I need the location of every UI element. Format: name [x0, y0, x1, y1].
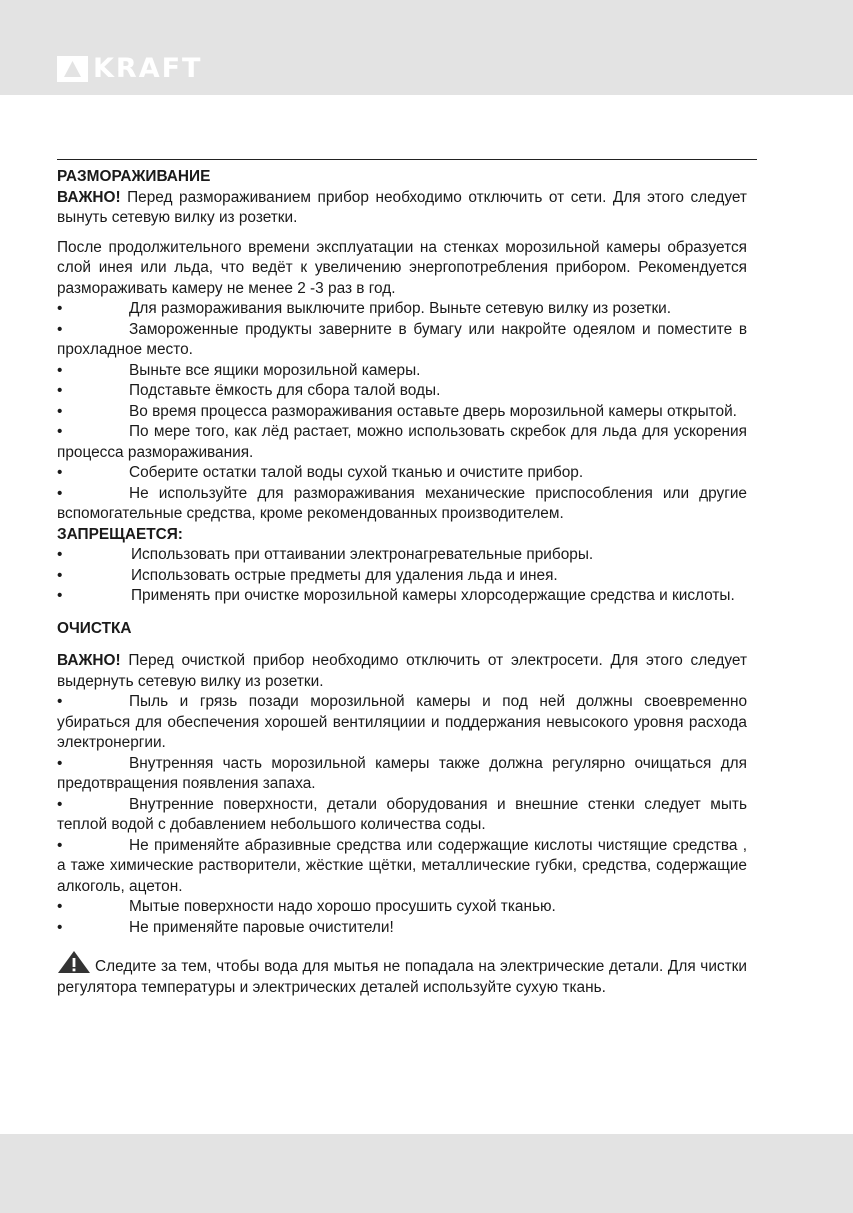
warning-text: Следите за тем, чтобы вода для мытья не попадала на электрические детали. Для чистки регулятора температуры и электрических деталей используйте сухую ткань. [57, 958, 747, 996]
bullet-icon: • [57, 320, 63, 338]
list-item [57, 402, 747, 423]
kraft-logo-icon [57, 56, 88, 82]
bullet-icon: • [57, 423, 63, 440]
list-item [57, 463, 747, 484]
forbidden-bullet-list [57, 545, 747, 607]
list-item-text: По мере того, как лёд растает, можно использовать скребок для льда для ускорения процесса размораживания. [57, 423, 747, 461]
list-item [57, 422, 747, 463]
list-item-text: Использовать при оттаивании электронагревательные приборы. [131, 546, 594, 563]
list-item-text: Применять при очистке морозильной камеры хлорсодержащие средства и кислоты. [131, 587, 735, 604]
list-item-text: Выньте все ящики морозильной камеры. [129, 361, 421, 379]
list-item [57, 566, 747, 587]
list-item [57, 545, 747, 566]
list-item [57, 586, 747, 607]
list-item-text: Не используйте для размораживания механические приспособления или другие вспомогательные средства, кроме рекомендованных производителем. [57, 484, 747, 522]
bullet-icon: • [57, 795, 63, 813]
bullet-icon: • [57, 693, 63, 710]
list-item-text: Не применяйте паровые очистители! [129, 918, 394, 936]
cleaning-warning [57, 950, 747, 998]
bullet-icon: • [57, 546, 63, 563]
bullet-icon: • [57, 300, 63, 317]
list-item-text: Не применяйте абразивные средства или содержащие кислоты чистящие средства , а таже химические растворители, жёсткие щётки, металлические губки, средства, содержащие алкоголь, ацетон. [57, 836, 747, 895]
list-item-text: Подставьте ёмкость для сбора талой воды. [129, 382, 441, 399]
bullet-icon: • [57, 361, 63, 379]
logo-text: KRAFT [93, 53, 203, 84]
list-item [57, 754, 747, 795]
defrost-important [57, 188, 747, 229]
forbidden-title: ЗАПРЕЩАЕТСЯ: [57, 525, 183, 543]
defrost-intro: После продолжительного времени эксплуатации на стенках морозильной камеры образуется слой инея или льда, что ведёт к увеличению энергопотребления прибором. Рекомендуется размораживать камеру не менее 2 -3 раз в год. [57, 238, 747, 297]
bullet-icon: • [57, 382, 63, 399]
list-item [57, 299, 747, 320]
list-item-text: Мытые поверхности надо хорошо просушить сухой тканью. [129, 898, 556, 915]
footer-band [0, 1134, 853, 1213]
list-item-text: Для размораживания выключите прибор. Выньте сетевую вилку из розетки. [129, 300, 672, 317]
important-label: ВАЖНО! [57, 652, 121, 669]
bullet-icon: • [57, 754, 63, 772]
list-item [57, 918, 747, 939]
list-item [57, 692, 747, 754]
page-content [57, 159, 747, 998]
list-item [57, 361, 747, 382]
bullet-icon: • [57, 484, 63, 502]
list-item [57, 381, 747, 402]
bullet-icon: • [57, 464, 63, 481]
list-item-text: Внутренние поверхности, детали оборудования и внешние стенки следует мыть теплой водой с добавлением небольшого количества соды. [57, 795, 747, 833]
cleaning-title: ОЧИСТКА [57, 619, 132, 637]
bullet-icon: • [57, 402, 63, 420]
list-item-text: Замороженные продукты заверните в бумагу или накройте одеялом и поместите в прохладное место. [57, 320, 747, 358]
list-item [57, 836, 747, 898]
bullet-icon: • [57, 898, 63, 915]
bullet-icon: • [57, 836, 63, 854]
list-item [57, 897, 747, 918]
important-text: Перед размораживанием прибор необходимо отключить от сети. Для этого следует вынуть сетевую вилку из розетки. [57, 188, 747, 226]
list-item [57, 320, 747, 361]
bullet-icon: • [57, 918, 63, 936]
list-item-text: Соберите остатки талой воды сухой тканью и очистите прибор. [129, 464, 584, 481]
brand-logo [57, 53, 203, 84]
cleaning-important [57, 651, 747, 692]
list-item-text: Пыль и грязь позади морозильной камеры и под ней должны своевременно убираться для обеспечения хорошей вентиляциии и поддержания невысокого уровня расхода электронергии. [57, 693, 747, 751]
defrost-bullet-list [57, 299, 747, 525]
section-divider [57, 159, 757, 160]
defrost-title: РАЗМОРАЖИВАНИЕ [57, 168, 211, 185]
bullet-icon: • [57, 587, 63, 604]
important-text: Перед очисткой прибор необходимо отключить от электросети. Для этого следует выдернуть сетевую вилку из розетки. [57, 652, 747, 690]
list-item [57, 795, 747, 836]
list-item [57, 484, 747, 525]
important-label: ВАЖНО! [57, 188, 121, 206]
list-item-text: Во время процесса размораживания оставьте дверь морозильной камеры открытой. [129, 402, 737, 420]
warning-triangle-icon [57, 950, 91, 974]
list-item-text: Внутренняя часть морозильной камеры также должна регулярно очищаться для предотвращения появления запаха. [57, 754, 747, 792]
cleaning-bullet-list [57, 692, 747, 938]
bullet-icon: • [57, 566, 63, 584]
list-item-text: Использовать острые предметы для удаления льда и инея. [131, 566, 558, 584]
header-band [0, 0, 853, 95]
